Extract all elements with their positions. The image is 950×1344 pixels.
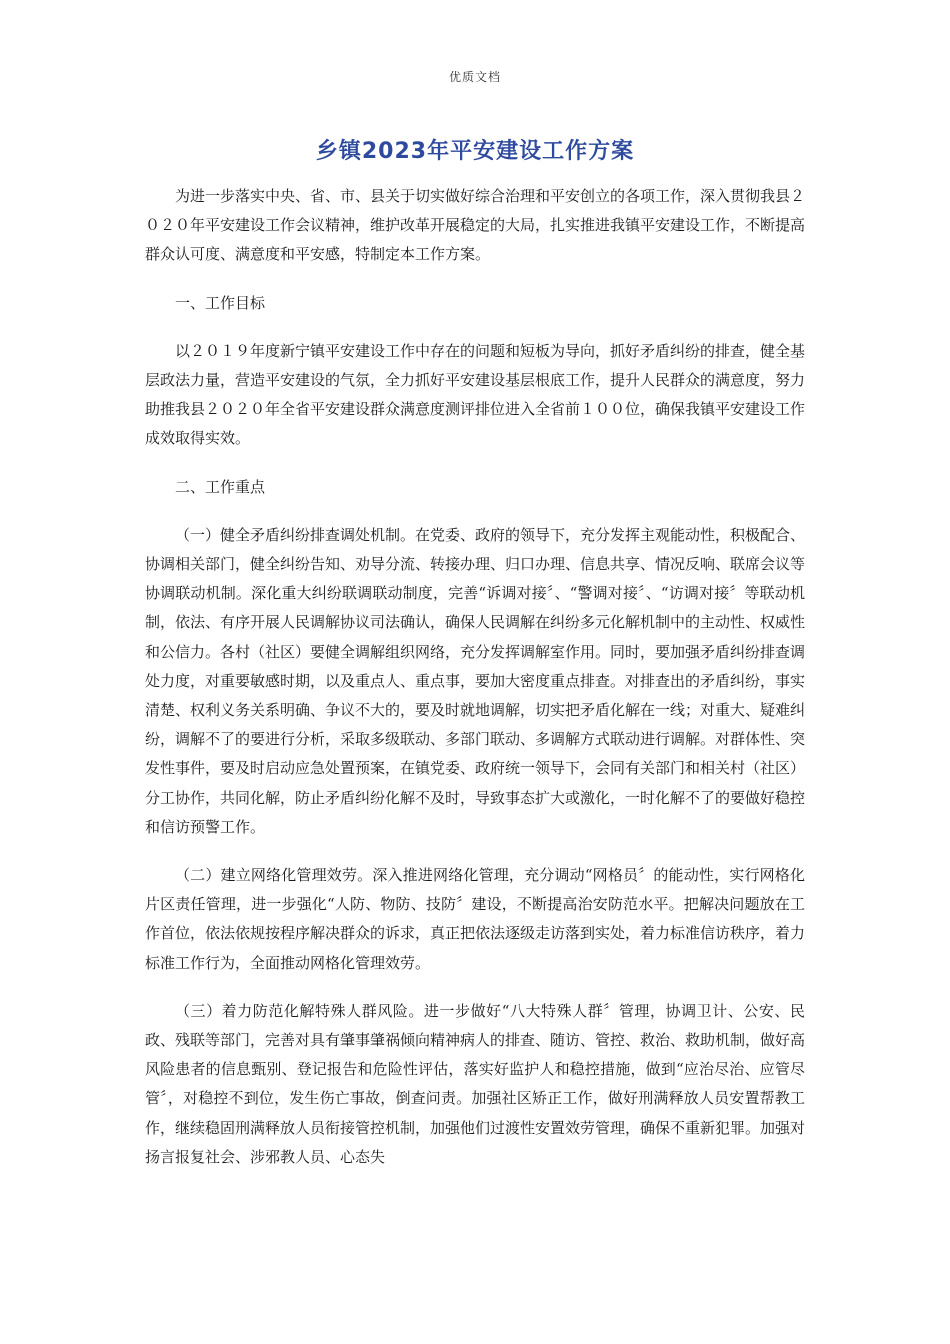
section-heading-goals: 一、工作目标 bbox=[175, 293, 266, 312]
focus-item-2: （二）建立网络化管理效劳。深入推进网络化管理，充分调动“网格员〞的能动性，实行网格化片区责任管理，进一步强化“人防、物防、技防〞建设，不断提高治安防范水平。把解决问题放在工作首位，依法依规按程序解决群众的诉求，真正把依法逐级走访落到实处，着力标准信访秩序，着力标准工作行为，全面推动网格化管理效劳。 bbox=[145, 866, 806, 972]
page-header: 优质文档 bbox=[448, 70, 501, 84]
document-title: 乡镇2023年平安建设工作方案 bbox=[315, 139, 635, 164]
section-heading-focus: 二、工作重点 bbox=[175, 477, 266, 496]
focus-item-3: （三）着力防范化解特殊人群风险。进一步做好“八大特殊人群〞管理，协调卫计、公安、民政、残联等部门，完善对具有肇事肇祸倾向精神病人的排查、随访、管控、救治、救助机制，做好高风险患者的信息甄别、登记报告和危险性评估，落实好监护人和稳控措施，做到“应治尽治、应管尽管〞，对稳控不到位，发生伤亡事故，倒查问责。加强社区矫正工作，做好刑满释放人员安置帮教工作，继续稳固刑满释放人员衔接管控机制，加强他们过渡性安置效劳管理，确保不重新犯罪。加强对扬言报复社会、涉邪教人员、心态失 bbox=[145, 1001, 806, 1166]
goals-paragraph: 以２０１９年度新宁镇平安建设工作中存在的问题和短板为导向，抓好矛盾纠纷的排查，健全基层政法力量，营造平安建设的气氛，全力抓好平安建设基层根底工作，提升人民群众的满意度，努力助推我县２０２０年全省平安建设群众满意度测评排位进入全省前１００位，确保我镇平安建设工作成效取得实效。 bbox=[145, 341, 806, 448]
intro-paragraph: 为进一步落实中央、省、市、县关于切实做好综合治理和平安创立的各项工作，深入贯彻我县２０２０年平安建设工作会议精神，维护改革开展稳定的大局，扎实推进我镇平安建设工作，不断提高群众认可度、满意度和平安感，特制定本工作方案。 bbox=[145, 187, 806, 264]
focus-item-1: （一）健全矛盾纠纷排查调处机制。在党委、政府的领导下，充分发挥主观能动性，积极配合、协调相关部门，健全纠纷告知、劝导分流、转接办理、归口办理、信息共享、情况反响、联席会议等协调联动机制。深化重大纠纷联调联动制度，完善“诉调对接〞、“警调对接〞、“访调对接〞等联动机制，依法、有序开展人民调解协议司法确认，确保人民调解在纠纷多元化解机制中的主动性、权威性和公信力。各村（社区）要健全调解组织网络，充分发挥调解室作用。同时，要加强矛盾纠纷排查调处力度，对重要敏感时期，以及重点人、重点事，要加大密度重点排查。对排查出的矛盾纠纷，事实清楚、权利义务关系明确、争议不大的，要及时就地调解，切实把矛盾化解在一线；对重大、疑难纠纷，调解不了的要进行分析，采取多级联动、多部门联动、多调解方式联动进行调解。对群体性、突发性事件，要及时启动应急处置预案，在镇党委、政府统一领导下，会同有关部门和相关村（社区）分工协作，共同化解，防止矛盾纠纷化解不及时，导致事态扩大或激化，一时化解不了的要做好稳控和信访预警工作。 bbox=[145, 525, 806, 836]
document-body bbox=[145, 182, 805, 1191]
